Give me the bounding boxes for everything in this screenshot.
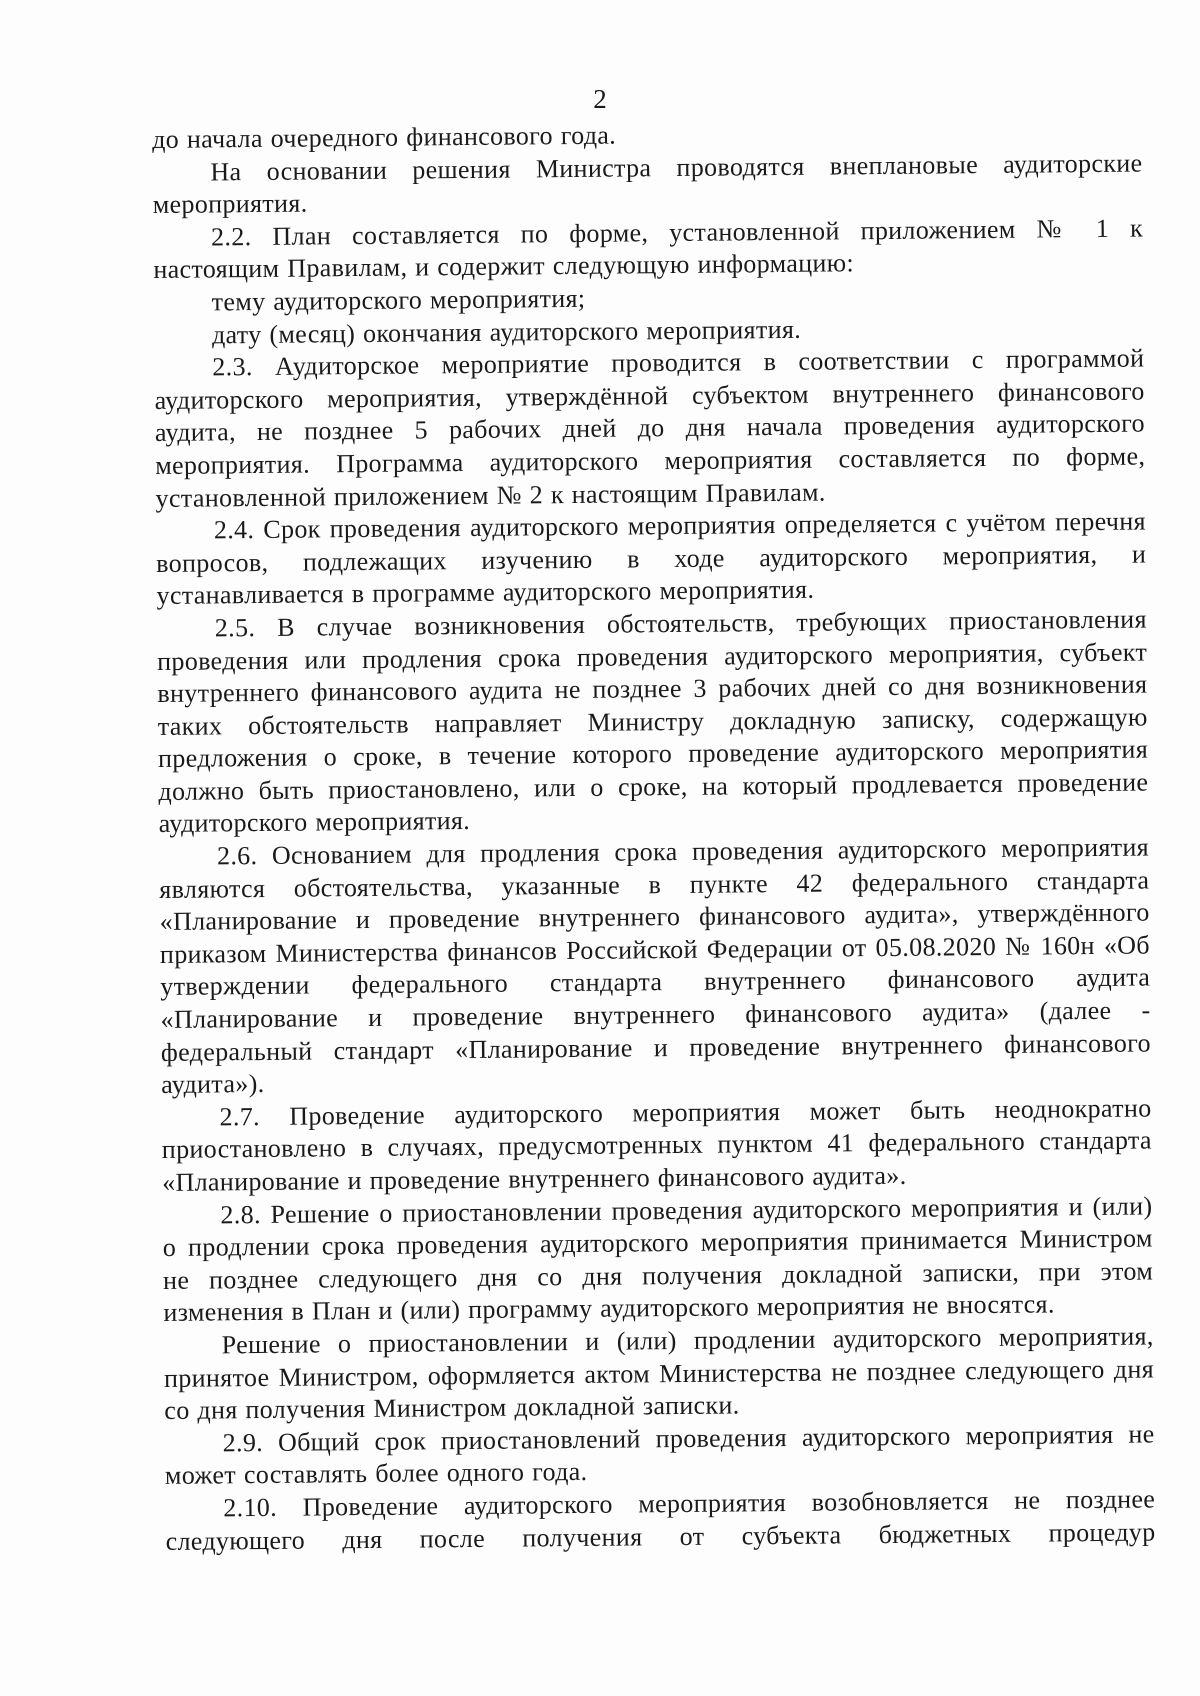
paragraph-2-6: 2.6. Основанием для продления срока проведения аудиторского мероприятия являются обстоятельства, указанные в пункте 42 федерального стандарта «Планирование и проведение внутреннего финансового аудита», утверждённого приказом Министерства финансов Российской Федерации от 05.08.2020 № 160н «Об утверждении федерального стандарта внутреннего финансового аудита «Планирование и проведение внутреннего финансового аудита» (далее - федеральный стандарт «Планирование и проведение внутреннего финансового аудита»). [159, 832, 1152, 1100]
paragraph-list-topic: тему аудиторского мероприятия; [211, 283, 586, 317]
paragraph-unscheduled-events: На основании решения Министра проводятся внеплановые аудиторские мероприятия. [152, 148, 1143, 220]
paragraph-2-2: 2.2. План составляется по форме, установленной приложением № 1 к настоящим Правилам, и содержит следующую информацию: [153, 213, 1144, 285]
paragraph-2-5: 2.5. В случае возникновения обстоятельств, требующих приостановления проведения или продления срока проведения аудиторского мероприятия, субъект внутреннего финансового аудита не позднее 3 рабочих дней со дня возникновения таких обстоятельств направляет Министру докладную записку, содержащую предложения о сроке, в течение которого проведение аудиторского мероприятия должно быть приостановлено, или о сроке, на который продлевается проведение аудиторского мероприятия. [157, 604, 1149, 839]
page-number: 2 [593, 84, 607, 114]
paragraph-continuation: до начала очередного финансового года. [152, 120, 617, 154]
paragraph-2-4: 2.4. Срок проведения аудиторского мероприятия определяется с учётом перечня вопросов, подлежащих изучению в ходе аудиторского мероприятия, и устанавливается в программе аудиторского мероприятия. [156, 506, 1147, 611]
paragraph-decision-act: Решение о приостановлении и (или) продлении аудиторского мероприятия, принятое Министром, оформляется актом Министерства не позднее следующего дня со дня получения Министром докладной записки. [163, 1321, 1155, 1426]
paragraph-2-3: 2.3. Аудиторское мероприятие проводится в соответствии с программой аудиторского мероприятия, утверждённой субъектом внутреннего финансового аудита, не позднее 5 рабочих дней до дня начала проведения аудиторского мероприятия. Программа аудиторского мероприятия составляется по форме, установленной приложением № 2 к настоящим Правилам. [154, 343, 1146, 513]
paragraph-2-10: 2.10. Проведение аудиторского мероприятия возобновляется не позднее следующего дня после получения от субъекта бюджетных процедур [165, 1484, 1156, 1556]
paragraph-list-date: дату (месяц) окончания аудиторского мероприятия. [211, 314, 802, 349]
document-body [152, 114, 1156, 1558]
paragraph-2-7: 2.7. Проведение аудиторского мероприятия может быть неоднократно приостановлено в случаях, предусмотренных пунктом 41 федерального стандарта «Планирование и проведение внутреннего финансового аудита». [161, 1093, 1152, 1197]
paragraph-2-9: 2.9. Общий срок приостановлений проведения аудиторского мероприятия не может составлять более одного года. [164, 1419, 1155, 1491]
paragraph-2-8: 2.8. Решение о приостановлении проведения аудиторского мероприятия и (или) о продлении срока проведения аудиторского мероприятия принимается Министром не позднее следующего дня со дня получения докладной записки, при этом изменения в План и (или) программу аудиторского мероприятия не вносятся. [162, 1191, 1154, 1328]
